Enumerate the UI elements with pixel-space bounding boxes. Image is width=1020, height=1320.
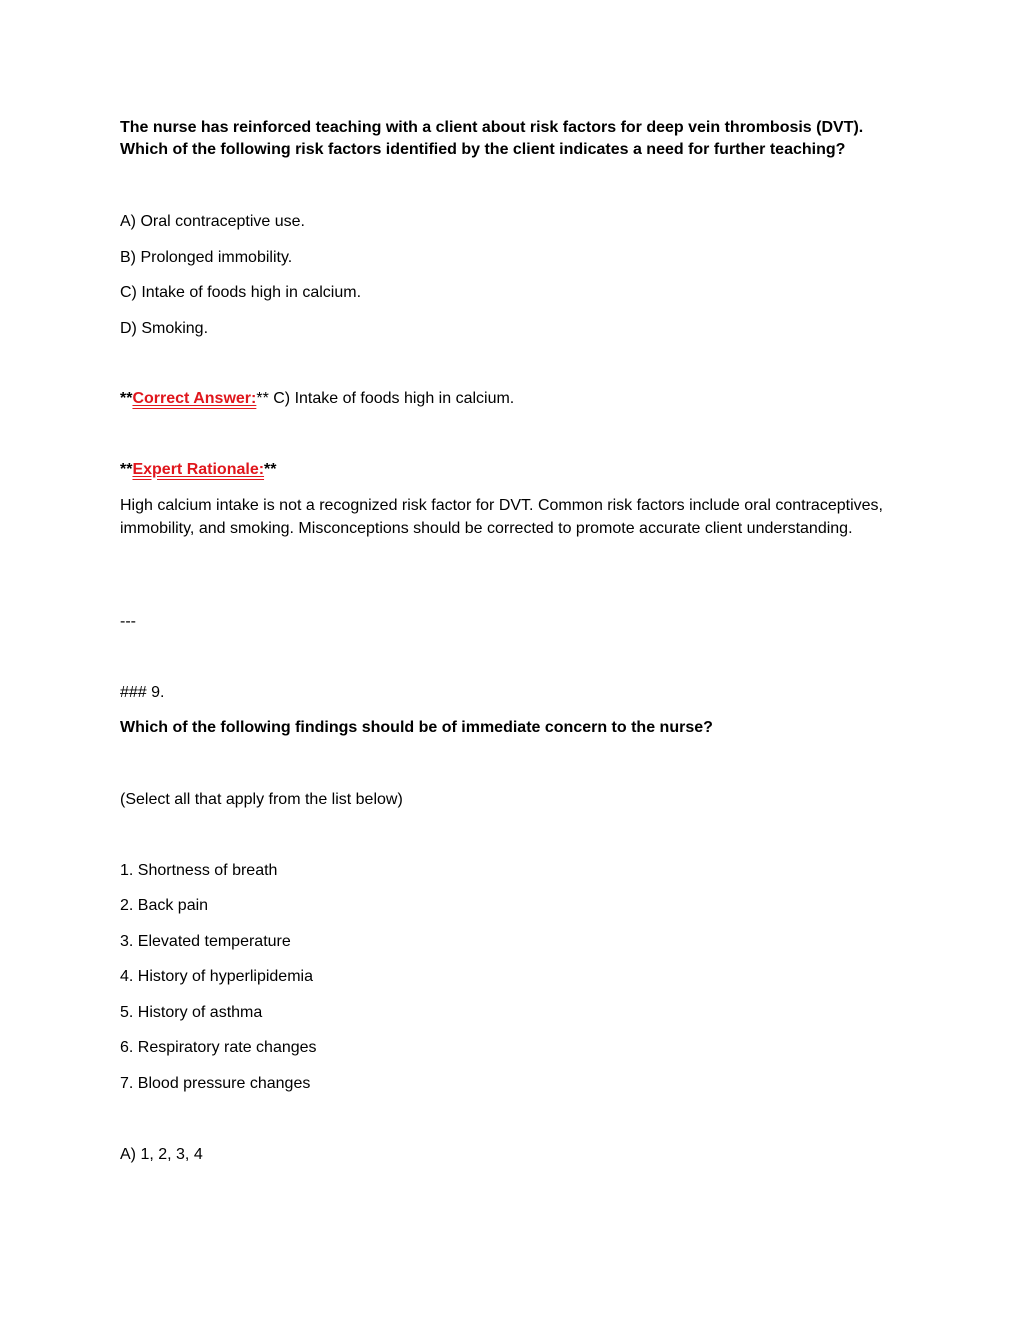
option-a: A) Oral contraceptive use.: [120, 213, 305, 230]
question-9-option-a: A) 1, 2, 3, 4: [120, 1146, 203, 1163]
rationale-text: High calcium intake is not a recognized risk factor for DVT. Common risk factors include oral contraceptives, immobility, and smoking. Misconceptions should be corrected to promote accurate client understanding.: [120, 497, 883, 537]
option-d: D) Smoking.: [120, 320, 209, 337]
correct-answer-label: Correct Answer:: [132, 390, 257, 407]
finding-item: 2. Back pain: [120, 897, 209, 914]
question-stem-line-1: The nurse has reinforced teaching with a client about risk factors for deep vein thrombosis (DVT).: [120, 119, 864, 136]
rationale-suffix: **: [264, 461, 277, 478]
question-9-heading: ### 9.: [120, 684, 165, 701]
question-9-instruction: (Select all that apply from the list below): [120, 791, 403, 808]
finding-item: 5. History of asthma: [120, 1004, 263, 1021]
rationale-heading: [120, 459, 277, 481]
separator: ---: [120, 613, 136, 630]
finding-item: 1. Shortness of breath: [120, 862, 278, 879]
correct-answer-prefix: **: [120, 390, 133, 407]
question-stem-line-2: Which of the following risk factors identified by the client indicates a need for further teaching?: [120, 141, 846, 158]
correct-answer: [120, 388, 514, 410]
finding-item: 4. History of hyperlipidemia: [120, 968, 313, 985]
rationale-label: Expert Rationale:: [132, 461, 265, 478]
option-c: C) Intake of foods high in calcium.: [120, 284, 362, 301]
finding-item: 7. Blood pressure changes: [120, 1075, 311, 1092]
rationale-prefix: **: [120, 461, 133, 478]
question-9-stem: Which of the following findings should be of immediate concern to the nurse?: [120, 719, 713, 736]
finding-item: 3. Elevated temperature: [120, 933, 291, 950]
correct-answer-value: ** C) Intake of foods high in calcium.: [256, 390, 515, 407]
option-b: B) Prolonged immobility.: [120, 249, 293, 266]
finding-item: 6. Respiratory rate changes: [120, 1039, 317, 1056]
